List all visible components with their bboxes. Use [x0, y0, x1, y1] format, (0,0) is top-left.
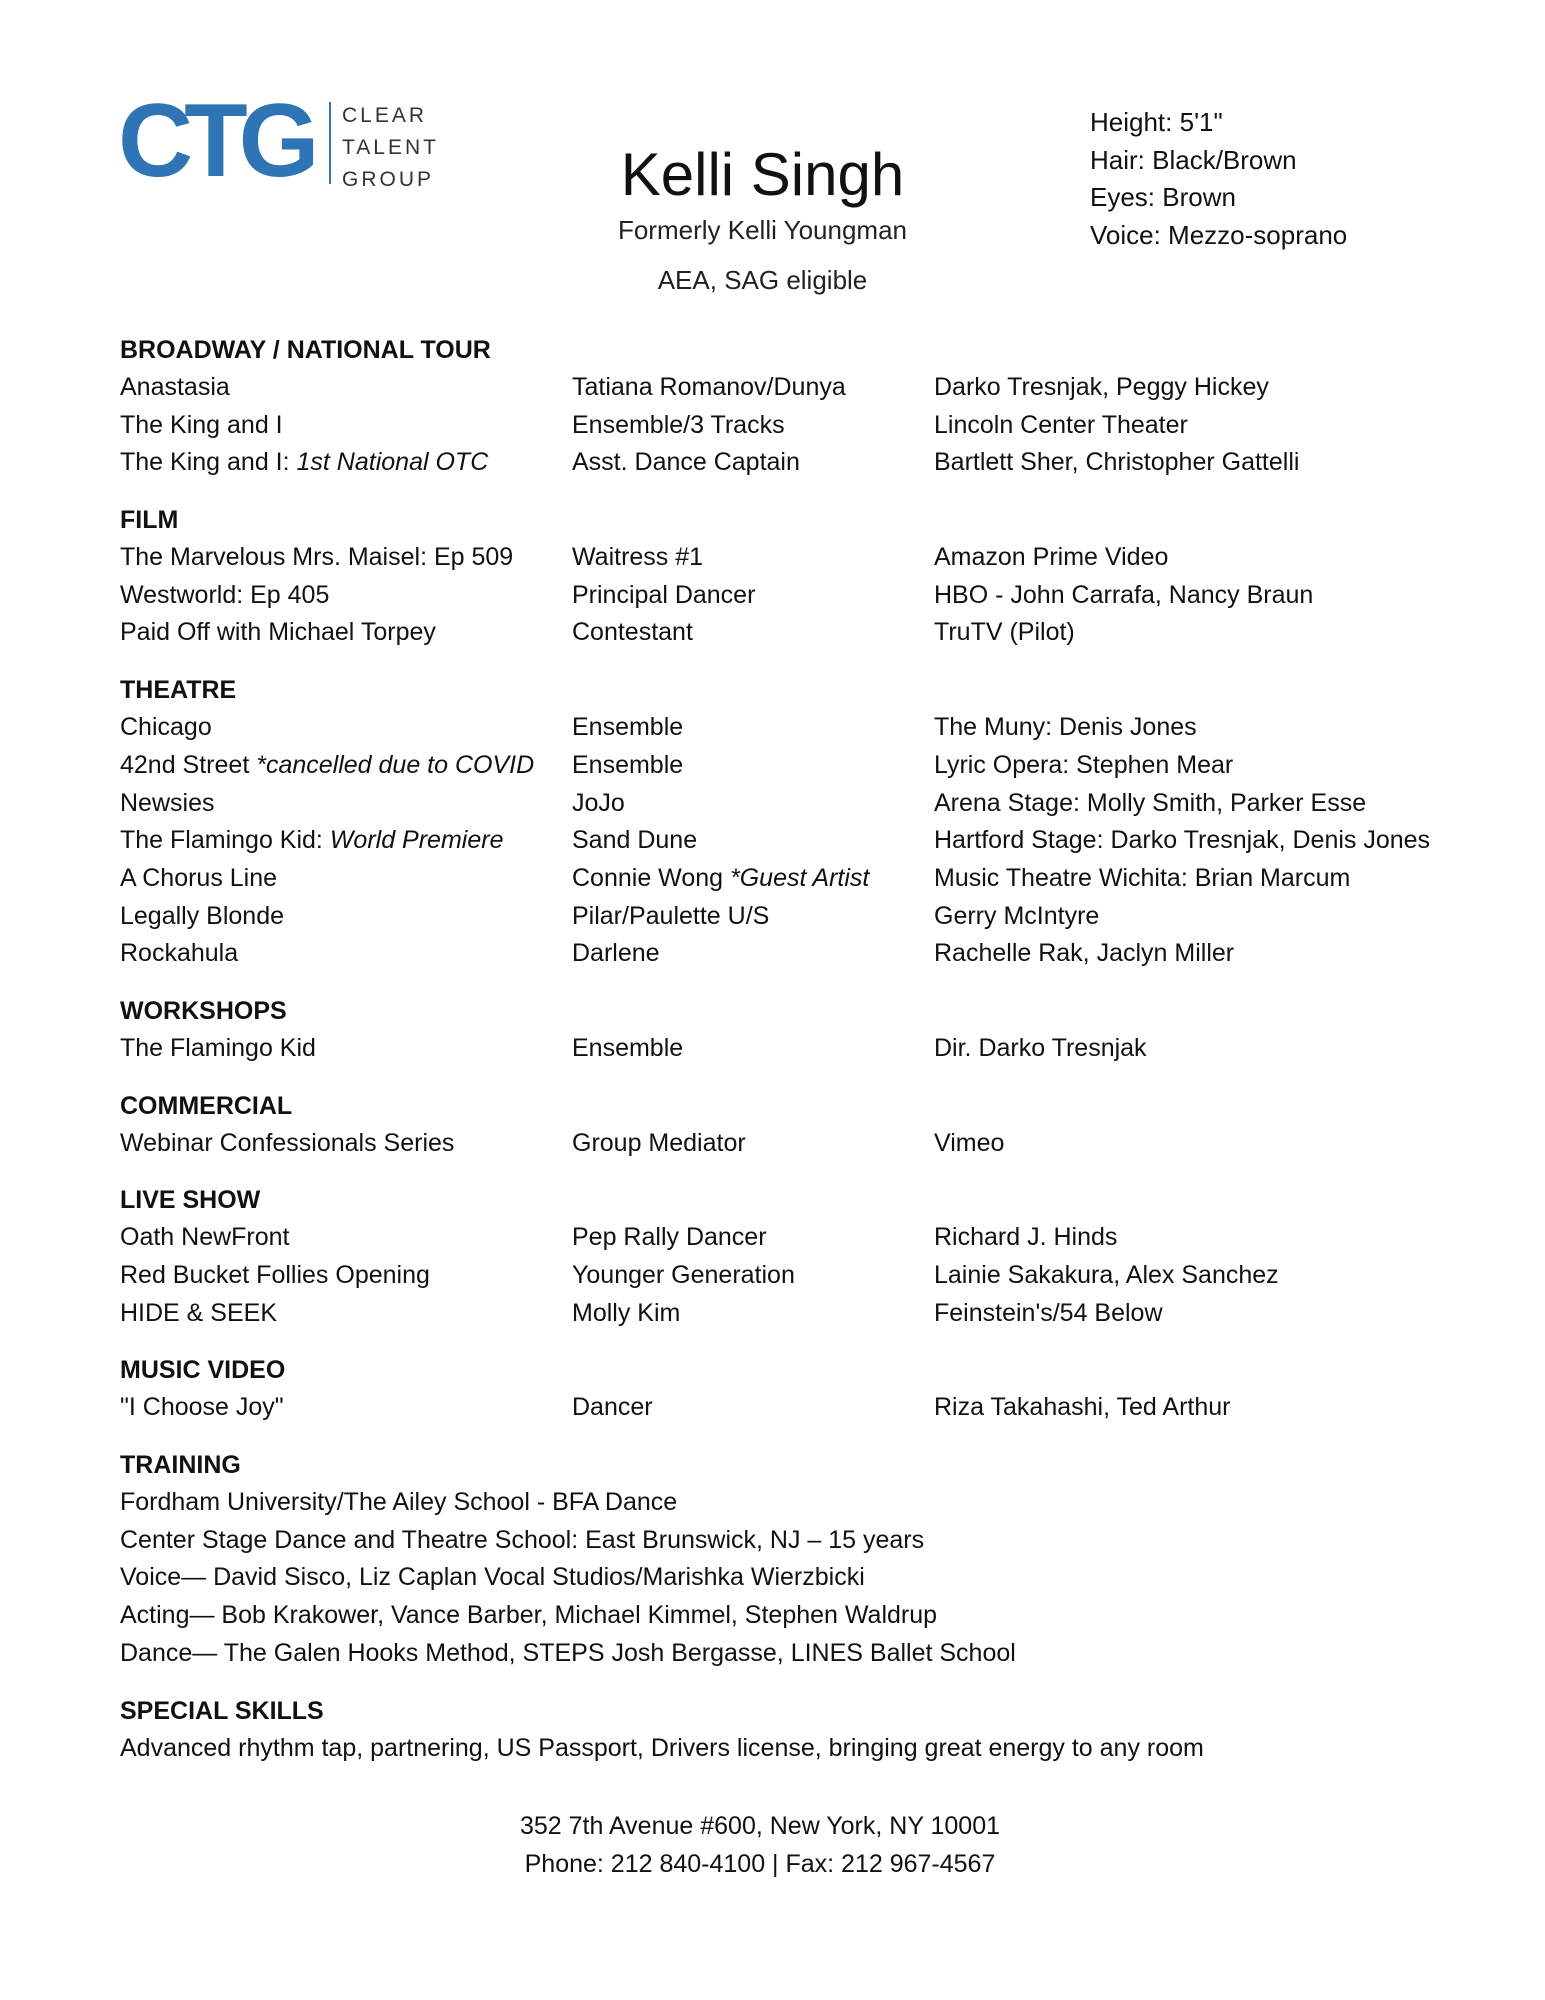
- section-title: SPECIAL SKILLS: [120, 1696, 324, 1725]
- credit-row: [120, 935, 1520, 973]
- credit-role: Contestant: [572, 618, 693, 647]
- credit-row: [120, 407, 1520, 445]
- section-music-video: [120, 1352, 1520, 1427]
- credit-title: Chicago: [120, 713, 212, 742]
- credit-company: Hartford Stage: Darko Tresnjak, Denis Jones: [934, 826, 1431, 855]
- credit-row: [120, 444, 1520, 482]
- section-broadway: [120, 332, 1520, 482]
- credit-role: Waitress #1: [572, 543, 704, 572]
- credit-company: Lainie Sakakura, Alex Sanchez: [934, 1261, 1279, 1289]
- credit-title: The Flamingo Kid: [120, 1033, 316, 1062]
- credit-title-group: [120, 444, 488, 482]
- credit-role: Tatiana Romanov/Dunya: [572, 373, 846, 401]
- section-title: THEATRE: [120, 676, 237, 705]
- skills-line: Advanced rhythm tap, partnering, US Passport, Drivers license, bringing great energy to any room: [120, 1733, 1204, 1762]
- credit-role: Principal Dancer: [572, 580, 756, 609]
- credit-company: The Muny: Denis Jones: [934, 713, 1197, 742]
- credit-note: World Premiere: [329, 826, 504, 855]
- training-line: Fordham University/The Ailey School - BFA Dance: [120, 1488, 678, 1517]
- credit-row: [120, 539, 1520, 577]
- resume-body: [120, 332, 1520, 1787]
- training-line: Acting— Bob Krakower, Vance Barber, Michael Kimmel, Stephen Waldrup: [120, 1601, 938, 1630]
- credit-title: The King and I:: [120, 448, 297, 477]
- stat-voice: Voice: Mezzo-soprano: [1090, 219, 1348, 250]
- credit-role: Group Mediator: [572, 1128, 746, 1157]
- credit-title: Oath NewFront: [120, 1223, 290, 1252]
- credit-company: Amazon Prime Video: [934, 543, 1169, 572]
- stat-height: Height: 5'1": [1090, 107, 1223, 137]
- credit-title: "I Choose Joy": [120, 1393, 284, 1422]
- credit-title: The Marvelous Mrs. Maisel: Ep 509: [120, 543, 514, 572]
- section-title: TRAINING: [120, 1451, 241, 1480]
- credit-company: HBO - John Carrafa, Nancy Braun: [934, 580, 1314, 609]
- credit-company: Music Theatre Wichita: Brian Marcum: [934, 863, 1351, 892]
- credit-role: Molly Kim: [572, 1298, 681, 1327]
- credit-title: Webinar Confessionals Series: [120, 1128, 455, 1157]
- credit-title: A Chorus Line: [120, 863, 278, 892]
- section-film: [120, 502, 1520, 652]
- credit-role: Asst. Dance Captain: [572, 448, 800, 477]
- logo-word: GROUP: [342, 168, 435, 191]
- credit-company: Lincoln Center Theater: [934, 410, 1188, 439]
- agency-logo: [118, 98, 439, 191]
- credit-note: *cancelled due to COVID: [256, 750, 535, 779]
- credit-company: Dir. Darko Tresnjak: [934, 1033, 1147, 1062]
- credit-row: [120, 860, 1520, 898]
- credit-role: Darlene: [572, 939, 660, 968]
- credit-role: Sand Dune: [572, 826, 698, 855]
- credit-role: Connie Wong: [572, 863, 730, 892]
- performer-name: Kelli Singh: [620, 141, 905, 208]
- credit-role: Ensemble: [572, 1033, 684, 1062]
- credit-row: [120, 709, 1520, 747]
- credit-company: Riza Takahashi, Ted Arthur: [934, 1393, 1231, 1422]
- credit-title: The King and I: [120, 410, 283, 439]
- credit-title: The Flamingo Kid:: [120, 826, 330, 855]
- credit-role: Ensemble: [572, 713, 684, 742]
- credit-company: Lyric Opera: Stephen Mear: [934, 750, 1234, 779]
- credit-row: [120, 1125, 1520, 1163]
- credit-title: Rockahula: [120, 939, 239, 968]
- credit-company: Feinstein's/54 Below: [934, 1298, 1163, 1327]
- union-status: AEA, SAG eligible: [657, 265, 868, 295]
- logo-word: CLEAR: [342, 104, 428, 127]
- former-name: Formerly Kelli Youngman: [617, 215, 908, 245]
- training-line: Dance— The Galen Hooks Method, STEPS Josh Bergasse, LINES Ballet School: [120, 1638, 1016, 1667]
- credit-note: *Guest Artist: [729, 863, 870, 892]
- stat-hair: Hair: Black/Brown: [1090, 144, 1297, 175]
- credit-role: Younger Generation: [572, 1261, 795, 1289]
- logo-wordmark: [342, 100, 439, 196]
- credit-title: 42nd Street: [120, 750, 257, 779]
- credit-company: Gerry McIntyre: [934, 901, 1100, 930]
- section-commercial: [120, 1088, 1520, 1163]
- section-title: LIVE SHOW: [120, 1186, 261, 1215]
- credit-row: [120, 822, 1520, 860]
- credit-company: Arena Stage: Molly Smith, Parker Esse: [934, 788, 1367, 817]
- credit-title: HIDE & SEEK: [120, 1298, 277, 1327]
- credit-company: Darko Tresnjak, Peggy Hickey: [934, 373, 1269, 401]
- training-line: Voice— David Sisco, Liz Caplan Vocal Studios/Marishka Wierzbicki: [120, 1563, 865, 1592]
- credit-row: [120, 369, 1520, 407]
- credit-row: [120, 1295, 1520, 1333]
- credit-title: Legally Blonde: [120, 901, 285, 930]
- credit-company: Vimeo: [934, 1128, 1005, 1157]
- stat-eyes: Eyes: Brown: [1090, 182, 1236, 212]
- resume-header: [510, 140, 1015, 298]
- section-title: WORKSHOPS: [120, 996, 287, 1025]
- credit-title: Paid Off with Michael Torpey: [120, 618, 436, 647]
- section-title: COMMERCIAL: [120, 1091, 293, 1120]
- physical-stats: [1090, 104, 1347, 254]
- credit-row: [120, 898, 1520, 936]
- credit-row: [120, 1030, 1520, 1068]
- agency-phone-fax: Phone: 212 840-4100 | Fax: 212 967-4567: [524, 1849, 996, 1878]
- logo-word: TALENT: [342, 136, 439, 159]
- section-training: [120, 1447, 1520, 1673]
- ctg-logo-mark: [118, 98, 318, 184]
- credit-role: Pilar/Paulette U/S: [572, 901, 770, 930]
- logo-abbr: CTG: [118, 98, 311, 184]
- credit-title: Anastasia: [120, 373, 230, 401]
- credit-company: Rachelle Rak, Jaclyn Miller: [934, 939, 1235, 968]
- agency-contact: [0, 1808, 1520, 1883]
- credit-company: Bartlett Sher, Christopher Gattelli: [934, 448, 1300, 477]
- credit-note: 1st National OTC: [296, 448, 489, 477]
- credit-row: [120, 747, 1520, 785]
- credit-role: Pep Rally Dancer: [572, 1223, 767, 1252]
- credit-title: Red Bucket Follies Opening: [120, 1261, 430, 1289]
- credit-company: Richard J. Hinds: [934, 1223, 1118, 1252]
- credit-company: TruTV (Pilot): [934, 618, 1075, 647]
- credit-title-group: [120, 822, 503, 860]
- credit-title: Newsies: [120, 788, 215, 817]
- credit-role-group: [572, 860, 869, 898]
- credit-row: [120, 1257, 1520, 1295]
- credit-role: Ensemble/3 Tracks: [572, 410, 785, 439]
- section-title: FILM: [120, 506, 179, 535]
- section-theatre: [120, 672, 1520, 973]
- agency-address: 352 7th Avenue #600, New York, NY 10001: [519, 1812, 1001, 1840]
- credit-role: JoJo: [572, 788, 625, 817]
- section-live-show: [120, 1182, 1520, 1332]
- section-title: MUSIC VIDEO: [120, 1356, 286, 1385]
- credit-title: Westworld: Ep 405: [120, 580, 330, 609]
- credit-role: Ensemble: [572, 750, 684, 779]
- credit-role: Dancer: [572, 1393, 653, 1422]
- section-workshops: [120, 993, 1520, 1068]
- credit-row: [120, 577, 1520, 615]
- training-line: Center Stage Dance and Theatre School: East Brunswick, NJ – 15 years: [120, 1525, 925, 1554]
- section-special-skills: [120, 1693, 1520, 1768]
- credit-row: [120, 785, 1520, 823]
- section-title: BROADWAY / NATIONAL TOUR: [120, 336, 491, 364]
- credit-title-group: [120, 747, 534, 785]
- credit-row: [120, 1219, 1520, 1257]
- credit-row: [120, 614, 1520, 652]
- credit-row: [120, 1389, 1520, 1427]
- logo-divider: [329, 102, 331, 184]
